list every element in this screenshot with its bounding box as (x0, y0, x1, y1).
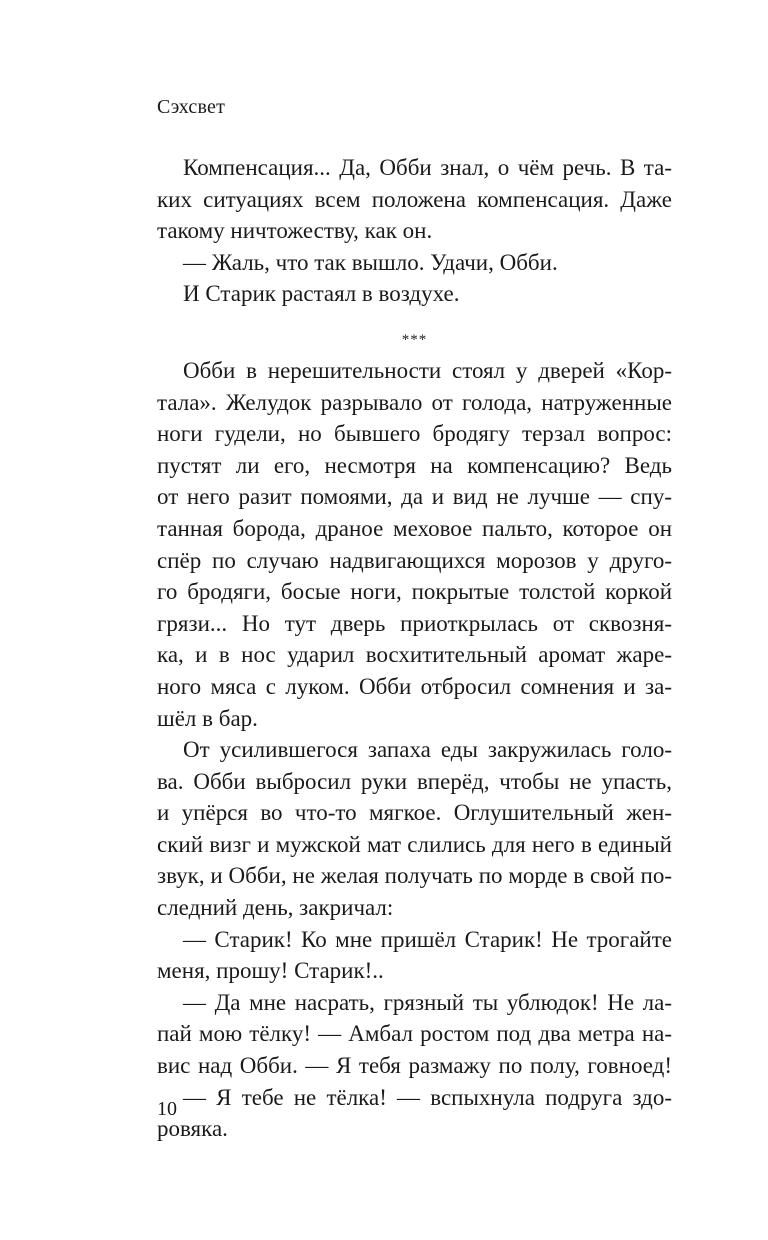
text-line: пустят ли его, несмотря на компенсацию? Ведь (157, 452, 672, 478)
text-line: ка, и в нос ударил восхитительный аромат жаре- (157, 642, 672, 668)
text-line: ких ситуациях всем положена компенсация. Даже (157, 186, 672, 212)
text-line: ский визг и мужской мат слились для него в единый (157, 831, 672, 857)
text-line: ного мяса с луком. Обби отбросил сомнения и за- (157, 673, 672, 699)
text-line: звук, и Обби, не желая получать по морде в свой по- (157, 863, 672, 889)
text-line: ровяка. (157, 1116, 228, 1142)
text-line: И Старик растаял в воздухе. (183, 281, 460, 307)
text-line: Компенсация... Да, Обби знал, о чём речь. В та- (183, 155, 672, 180)
text-line: От усилившегося запаха еды закружилась голо- (183, 737, 672, 763)
section-2 (157, 355, 672, 1145)
text-line: от него разит помоями, да и вид не лучше — спу- (157, 484, 672, 510)
text-line: — Старик! Ко мне пришёл Старик! Не трогайте (183, 926, 672, 952)
text-line: ва. Обби выбросил руки вперёд, чтобы не упасть, (157, 768, 672, 794)
text-line: спёр по случаю надвигающихся морозов у друго- (157, 547, 672, 573)
text-line: вис над Обби. — Я тебя размажу по полу, говноед! (157, 1053, 672, 1079)
text-line: танная борода, драное меховое пальто, которое он (157, 515, 672, 541)
text-line: грязи... Но тут дверь приоткрылась от сквозня- (157, 610, 672, 636)
text-line: ноги гудели, но бывшего бродягу терзал вопрос: (157, 421, 672, 447)
section-separator: *** (401, 331, 428, 348)
text-line: го бродяги, босые ноги, покрытые толстой коркой (157, 579, 672, 605)
text-line: — Жаль, что так вышло. Удачи, Обби. (183, 249, 558, 275)
text-line: такому ничтожеству, как он. (157, 218, 433, 244)
section-1 (157, 152, 672, 310)
text-line: — Да мне насрать, грязный ты ублюдок! Не ла- (183, 989, 672, 1015)
page-number: 10 (157, 1098, 177, 1120)
text-line: меня, прошу! Старик!.. (157, 958, 384, 984)
text-line: пай мою тёлку! — Амбал ростом под два метра на- (157, 1021, 672, 1047)
text-line: шёл в бар. (157, 705, 258, 731)
text-line: тала». Желудок разрывало от голода, натруженные (157, 389, 672, 415)
text-line: Обби в нерешительности стоял у дверей «Кор- (183, 357, 672, 383)
running-head: Сэхсвет (157, 96, 226, 118)
text-line: следний день, закричал: (157, 895, 394, 921)
text-line: — Я тебе не тёлка! — вспыхнула подруга здо- (183, 1084, 672, 1110)
text-line: и упёрся во что-то мягкое. Оглушительный жен- (157, 800, 672, 826)
page-body (157, 152, 672, 1145)
